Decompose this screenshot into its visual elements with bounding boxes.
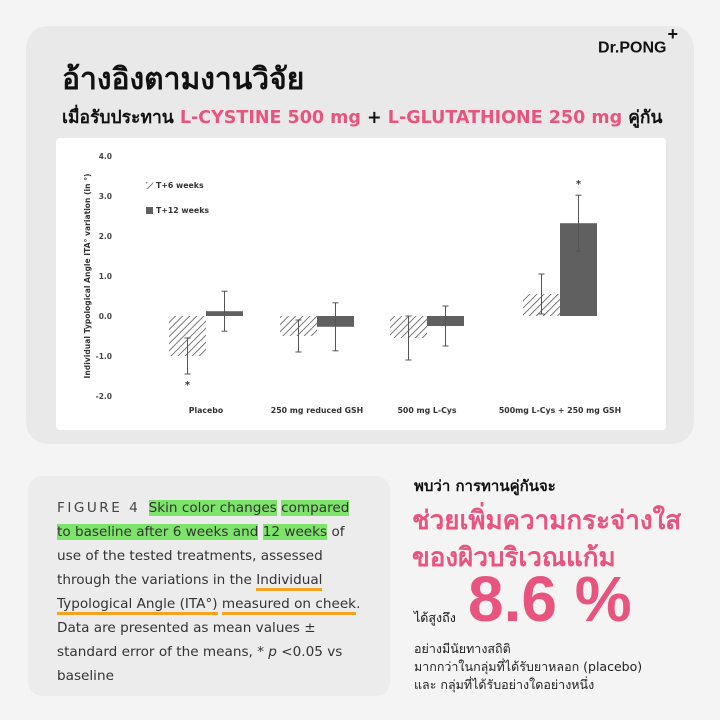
- figure-caption: [57, 496, 367, 688]
- caption-text-3: <0.05 vs baseline: [57, 644, 343, 684]
- y-tick-label: 0.0: [98, 312, 112, 321]
- legend-swatch: [146, 207, 153, 214]
- x-category-label: 500mg L-Cys + 250 mg GSH: [498, 406, 622, 415]
- caption-highlight-3: 12 weeks: [262, 524, 328, 540]
- y-axis-title: Individual Typological Angle ITA° variation (in °): [83, 173, 92, 379]
- brand-logo: Dr.PONG+: [598, 24, 678, 57]
- bar-chart: [56, 138, 666, 430]
- legend-swatch: [146, 182, 153, 189]
- result-note-2: มากกว่าในกลุ่มที่ได้รับยาหลอก (placebo): [414, 659, 643, 674]
- legend-label: T+12 weeks: [156, 206, 210, 215]
- y-tick-label: -1.0: [95, 352, 112, 361]
- significance-star: *: [575, 179, 582, 191]
- legend-label: T+6 weeks: [156, 181, 204, 190]
- result-up-to: ได้สูงถึง: [414, 610, 456, 625]
- result-headline-1: ช่วยเพิ่มความกระจ่างใส: [412, 506, 682, 536]
- significance-star: *: [184, 380, 191, 391]
- caption-underline-1: Individual Typological Angle (ITA°): [57, 572, 322, 615]
- y-tick-label: 2.0: [98, 232, 112, 241]
- caption-star: *: [257, 644, 264, 660]
- subtitle-item-cystine: L-CYSTINE 500 mg: [179, 108, 361, 128]
- result-note: [414, 640, 642, 694]
- caption-text-1: of use of the tested treatments, assessed through the variations in the: [57, 524, 345, 588]
- subtitle-prefix: เมื่อรับประทาน: [62, 108, 180, 128]
- caption-text-2: . Data are presented as mean values ± standard error of the means,: [57, 596, 361, 660]
- caption-p: p: [263, 644, 282, 660]
- caption-underline-2: measured on cheek: [222, 596, 356, 615]
- caption-highlight-2: compared to baseline after 6 weeks and: [57, 500, 350, 540]
- result-note-1: อย่างมีนัยทางสถิติ: [414, 641, 511, 656]
- page-title: อ้างอิงตามงานวิจัย: [62, 62, 305, 97]
- x-category-label: 500 mg L-Cys: [397, 406, 457, 415]
- chart-panel: [56, 138, 666, 430]
- y-tick-label: 4.0: [98, 152, 112, 161]
- result-intro: พบว่า การทานคู่กันจะ: [414, 477, 556, 495]
- result-percent: 8.6 %: [468, 563, 632, 635]
- subtitle-suffix: คู่กัน: [622, 108, 663, 128]
- y-tick-label: -2.0: [95, 392, 112, 401]
- subtitle-plus: +: [360, 108, 388, 128]
- y-tick-label: 3.0: [98, 192, 112, 201]
- result-headline-2: ของผิวบริเวณแก้ม: [412, 543, 616, 573]
- x-category-label: Placebo: [188, 406, 224, 415]
- caption-highlight-1: Skin color changes: [148, 500, 277, 516]
- result-note-3: และ กลุ่มที่ได้รับอย่างใดอย่างหนึ่ง: [414, 677, 595, 692]
- x-category-label: 250 mg reduced GSH: [270, 406, 364, 415]
- subtitle-item-glutathione: L-GLUTATHIONE 250 mg: [387, 108, 623, 128]
- page-subtitle: [62, 103, 662, 131]
- figure-label: FIGURE 4: [57, 500, 141, 516]
- y-tick-label: 1.0: [98, 272, 112, 281]
